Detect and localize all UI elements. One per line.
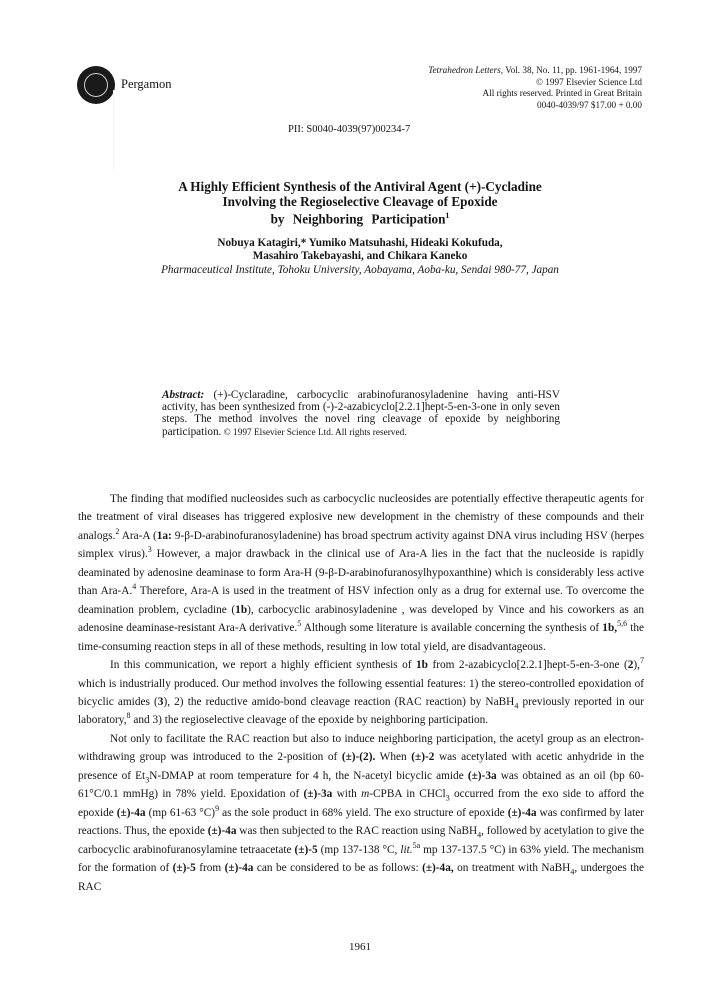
text-run: 9 — [215, 803, 220, 813]
text-run: , followed by acetylation to give the carbocyclic arabinofuranosylamine tetraacetate — [78, 825, 644, 856]
text-run: 1b — [416, 659, 428, 672]
text-run: Although some literature is available concerning the synthesis of — [301, 622, 603, 635]
text-run: (±)-3a — [467, 769, 497, 782]
text-run: (±)-4a — [224, 862, 254, 875]
body-text — [78, 490, 644, 896]
text-run: (±)-2 — [411, 751, 435, 764]
text-run: 1b, — [602, 622, 618, 635]
text-run: 3 — [445, 793, 450, 803]
citation-rights: All rights reserved. Printed in Great Britain — [482, 88, 642, 99]
text-run: Therefore, Ara-A is used in the treatment of HSV infection only as a drug for external use. To overcome the deamination problem, cycladine ( — [78, 585, 644, 616]
authors-line-1: Nobuya Katagiri,* Yumiko Matsuhashi, Hideaki Kokufuda, — [217, 237, 503, 249]
text-run: When — [375, 751, 412, 764]
text-run: with — [332, 788, 362, 801]
text-run: 5 — [297, 619, 302, 629]
text-run: 3 — [145, 775, 150, 785]
abstract-label: Abstract: — [162, 389, 205, 401]
text-run: was confirmed by later reactions. Thus, the epoxide — [78, 806, 645, 838]
journal-name: Tetrahedron Letters, — [428, 65, 504, 75]
text-run: , undergoes the RAC — [78, 862, 645, 893]
title-line-3 — [100, 209, 620, 227]
text-run: 1b — [235, 603, 248, 616]
text-run: Vol. 38, No. 11, pp. 1961-1964, 1997 — [503, 65, 642, 75]
text-run: 3 — [157, 695, 164, 708]
title-line-2: Involving the Regioselective Cleavage of Epoxide — [222, 193, 498, 209]
text-run: 9-β-D-arabinofuranosyladenine) has broad spectrum activity against DNA virus including HSV (herpes simplex virus). — [78, 529, 644, 561]
text-run: Not only to facilitate the RAC reaction but also to induce neighboring participation, the acetyl group as an electron-withdrawing group was introduced to the 2-position of — [78, 732, 644, 764]
text-run: 3 — [147, 545, 152, 555]
text-run: 4 — [477, 830, 482, 840]
text-run: In this communication, we report a highly efficient synthesis of — [110, 659, 417, 672]
text-run: 1a: — [156, 529, 172, 542]
text-run: Ara-A ( — [119, 529, 157, 542]
text-run: (±)-3a — [303, 788, 333, 801]
text-run: as the sole product in 68% yield. The exo structure of epoxide — [219, 806, 508, 819]
text-run: ), 2) the reductive amido-bond cleavage reaction (RAC reaction) by NaBH — [163, 695, 515, 708]
title-footnote-ref: 1 — [445, 211, 450, 221]
text-run: (±)-4a, — [422, 862, 454, 875]
citation-price: 0040-4039/97 $17.00 + 0.00 — [537, 99, 642, 110]
citation-ref — [428, 65, 642, 77]
text-run: The finding that modified nucleosides such as carbocyclic nucleosides are potentially effective therapeutic agents for the treatment of viral diseases has triggered explosive new development in the chemistry of these compounds and their analogs. — [78, 493, 644, 542]
text-run: 4 — [514, 701, 519, 711]
text-run: occurred from the exo side to afford the epoxide — [78, 788, 645, 819]
text-run: ), carbocyclic arabinosyladenine , was developed by Vince and his coworkers as an adenosine deaminase-resistant Ara-A derivative. — [78, 603, 644, 635]
paragraph-1 — [78, 490, 644, 656]
citation-copyright: © 1997 Elsevier Science Ltd — [536, 76, 642, 87]
text-run: the time-consuming reaction steps in all of these methods, resulting in low total yield, are disadvantageous. — [78, 622, 644, 653]
text-run: and 3) the regioselective cleavage of the epoxide by neighboring participation. — [130, 714, 489, 727]
author-list — [100, 237, 620, 262]
text-run: mp 137-137.5 °C) in 63% yield. The mechanism for the formation of — [78, 843, 644, 875]
text-run: was acetylated with acetic anhydride in the presence of Et — [78, 751, 644, 782]
text-run: from — [195, 862, 225, 875]
text-run: 4 — [570, 867, 575, 877]
text-run: (±)-4a — [207, 825, 237, 838]
text-run: 7 — [639, 656, 644, 666]
text-run: 2 — [115, 527, 120, 537]
text-run: -CPBA in CHCl — [369, 788, 446, 801]
text-run: (±)-(2). — [341, 751, 376, 764]
divider — [113, 90, 114, 170]
text-run: ), — [633, 659, 640, 672]
text-run: 8 — [126, 711, 131, 721]
text-run: However, a major drawback in the clinical use of Ara-A lies in the fact that the nucleoside is rapidly deaminated by adenosine deaminase to form Ara-H (9-β-D-arabinofuranosylhypoxanthine) which is considerably less active than Ara-A. — [78, 548, 644, 598]
text-run: m — [361, 788, 370, 801]
paper-title — [100, 180, 620, 227]
text-run: 2 — [627, 659, 634, 672]
paragraph-2 — [78, 656, 644, 730]
text-run: 5,6 — [617, 619, 628, 629]
text-run: (±)-5 — [294, 843, 318, 856]
citation-block — [428, 65, 642, 111]
page-number: 1961 — [349, 941, 371, 953]
pii-identifier: PII: S0040-4039(97)00234-7 — [288, 124, 411, 135]
authors-line-2: Masahiro Takebayashi, and Chikara Kaneko — [252, 249, 468, 262]
text-run: (mp 137-138 °C, — [317, 843, 401, 856]
publisher-name: Pergamon — [121, 77, 172, 91]
pergamon-logo — [77, 66, 115, 104]
abstract-text: (+)-Cyclaradine, carbocyclic arabinofuranosyladenine having anti-HSV activity, has been synthesized from (-)-2-azabicyclo[2.2.1]hept-5-en-3-one in only seven steps. The method involves the novel ring cleavage of epoxide by neighboring participation. — [162, 389, 560, 438]
affiliation: Pharmaceutical Institute, Tohoku University, Aobayama, Aoba-ku, Sendai 980-77, Japan — [161, 264, 559, 276]
text-run: previously reported in our laboratory, — [78, 695, 644, 727]
text-run: (±)-4a — [116, 806, 146, 819]
text-run: N-DMAP at room temperature for 4 h, the N-acetyl bicyclic amide — [149, 769, 468, 782]
text-run: on treatment with NaBH — [453, 862, 571, 875]
text-run: lit. — [400, 843, 413, 856]
text-run: (±)-5 — [172, 862, 196, 875]
text-run: 5a — [412, 840, 421, 850]
text-run: (±)-4a — [507, 806, 537, 819]
text-run: by Neighboring Participation — [270, 211, 446, 227]
text-run: which is industrially produced. Our method involves the following essential features: 1) the stereo-controlled epoxidation of bicyclic amides ( — [78, 677, 644, 708]
abstract — [162, 389, 560, 439]
abstract-copyright: © 1997 Elsevier Science Ltd. All rights reserved. — [221, 427, 407, 438]
text-run: was obtained as an oil (bp 60-61°C/0.1 mmHg) in 78% yield. Epoxidation of — [78, 769, 644, 801]
text-run: 4 — [132, 582, 137, 592]
text-run: from 2-azabicyclo[2.2.1]hept-5-en-3-one ( — [427, 659, 628, 672]
text-run: (mp 61-63 °C) — [145, 806, 216, 819]
paragraph-3 — [78, 730, 644, 896]
text-run: can be considered to be as follows: — [253, 862, 423, 875]
text-run: was then subjected to the RAC reaction using NaBH — [236, 825, 478, 838]
title-line-1: A Highly Efficient Synthesis of the Antiviral Agent (+)-Cycladine — [178, 179, 542, 194]
